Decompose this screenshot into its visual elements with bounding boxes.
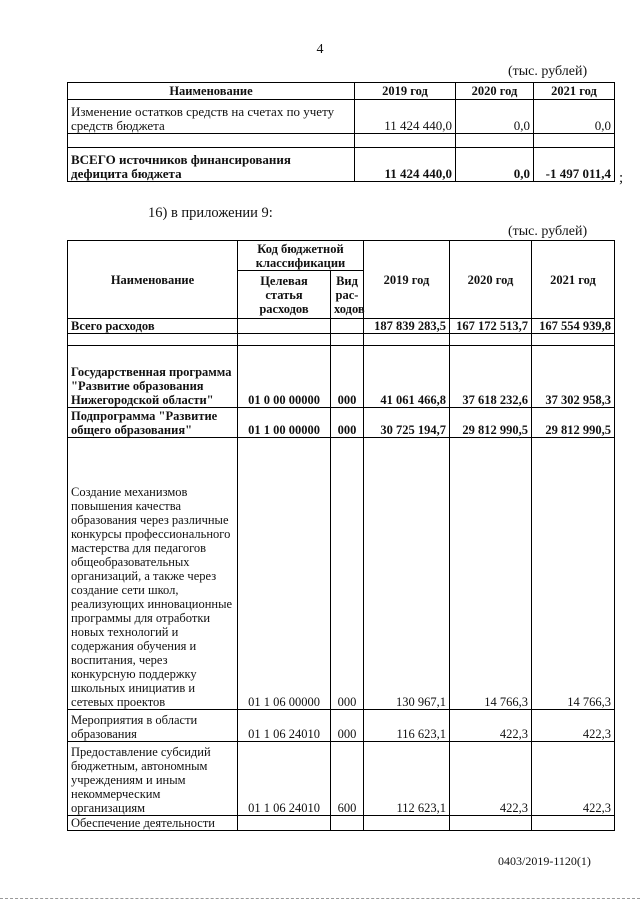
table2-header-2019: 2019 год	[364, 241, 450, 319]
table1-row	[68, 100, 615, 134]
table2-header-2021: 2021 год	[532, 241, 615, 319]
table2-header-row-1	[68, 241, 615, 271]
row-value-2019: 130 967,1	[364, 438, 450, 710]
row-kind	[331, 816, 364, 831]
total-value-2019: 11 424 440,0	[355, 148, 456, 182]
row-value-2020	[450, 816, 532, 831]
row-value-2020: 0,0	[456, 100, 534, 134]
row-value-2021: 14 766,3	[532, 438, 615, 710]
row-value-2021: 0,0	[534, 100, 615, 134]
expenses-table	[67, 240, 615, 831]
row-value-2020: 422,3	[450, 742, 532, 816]
table2-header-2020: 2020 год	[450, 241, 532, 319]
table2-spacer-row	[68, 334, 615, 346]
row-value-2021: 167 554 939,8	[532, 319, 615, 334]
table1-spacer-row	[68, 134, 615, 148]
table1-header-2021: 2021 год	[534, 83, 615, 100]
table2-header-code-group: Код бюджетной классификации	[238, 241, 364, 271]
row-target	[238, 816, 331, 831]
row-kind: 000	[331, 346, 364, 408]
row-value-2021: 422,3	[532, 742, 615, 816]
row-kind: 000	[331, 710, 364, 742]
row-name: Всего расходов	[68, 319, 238, 334]
trailing-semicolon: ;	[619, 170, 624, 186]
row-value-2020: 14 766,3	[450, 438, 532, 710]
row-target	[238, 319, 331, 334]
row-name: Обеспечение деятельности	[68, 816, 238, 831]
row-value-2019: 116 623,1	[364, 710, 450, 742]
row-value-2019	[364, 816, 450, 831]
row-kind: 000	[331, 438, 364, 710]
table1-total-row	[68, 148, 615, 182]
row-name: Подпрограмма "Развитие общего образования"	[68, 408, 238, 438]
row-value-2019: 41 061 466,8	[364, 346, 450, 408]
row-target: 01 1 06 24010	[238, 710, 331, 742]
row-value-2020: 37 618 232,6	[450, 346, 532, 408]
row-value-2019: 30 725 194,7	[364, 408, 450, 438]
row-kind: 000	[331, 408, 364, 438]
table2-header-kind: Вид рас-ходов	[331, 271, 364, 319]
total-value-2021: -1 497 011,4	[534, 148, 615, 182]
row-target: 01 1 00 00000	[238, 408, 331, 438]
sources-table	[67, 82, 615, 182]
table1-header-2020: 2020 год	[456, 83, 534, 100]
row-name: Предоставление субсидий бюджетным, автономным учреждениям и иным некоммерческим организациям	[68, 742, 238, 816]
row-target: 01 1 06 00000	[238, 438, 331, 710]
row-value-2020: 422,3	[450, 710, 532, 742]
table-row	[68, 438, 615, 710]
table1-header-row	[68, 83, 615, 100]
table-row	[68, 742, 615, 816]
table1-header-2019: 2019 год	[355, 83, 456, 100]
row-value-2021: 37 302 958,3	[532, 346, 615, 408]
table2-units: (тыс. рублей)	[508, 224, 588, 239]
row-value-2020: 167 172 513,7	[450, 319, 532, 334]
document-code: 0403/2019-1120(1)	[498, 854, 591, 868]
row-value-2019: 11 424 440,0	[355, 100, 456, 134]
row-value-2021	[532, 816, 615, 831]
table2-header-target: Целевая статья расходов	[238, 271, 331, 319]
section-item-16: 16) в приложении 9:	[148, 205, 273, 221]
table-row	[68, 710, 615, 742]
total-value-2020: 0,0	[456, 148, 534, 182]
row-target: 01 0 00 00000	[238, 346, 331, 408]
scan-edge-line	[0, 898, 640, 899]
row-value-2019: 112 623,1	[364, 742, 450, 816]
row-kind: 600	[331, 742, 364, 816]
row-name: Мероприятия в области образования	[68, 710, 238, 742]
row-name: Государственная программа "Развитие образования Нижегородской области"	[68, 346, 238, 408]
page-number: 4	[316, 42, 324, 57]
table-row	[68, 408, 615, 438]
row-name: Создание механизмов повышения качества образования через различные конкурсы профессионального мастерства для педагогов общеобразовательных организаций, а также через создание сети школ, реализующих инновационные программы для отработки новых технологий и содержания обучения и воспитания, через конкурсную поддержку школьных инициатив и сетевых проектов	[68, 438, 238, 710]
table1-header-name: Наименование	[68, 83, 355, 100]
table2-header-name: Наименование	[68, 241, 238, 319]
row-value-2021: 29 812 990,5	[532, 408, 615, 438]
row-name: Изменение остатков средств на счетах по учету средств бюджета	[68, 100, 355, 134]
row-value-2021: 422,3	[532, 710, 615, 742]
row-value-2020: 29 812 990,5	[450, 408, 532, 438]
table2-total-row	[68, 319, 615, 334]
row-kind	[331, 319, 364, 334]
row-value-2019: 187 839 283,5	[364, 319, 450, 334]
total-row-name: ВСЕГО источников финансирования дефицита бюджета	[68, 148, 355, 182]
table-row	[68, 346, 615, 408]
table1-units: (тыс. рублей)	[508, 64, 588, 79]
row-target: 01 1 06 24010	[238, 742, 331, 816]
table-row	[68, 816, 615, 831]
